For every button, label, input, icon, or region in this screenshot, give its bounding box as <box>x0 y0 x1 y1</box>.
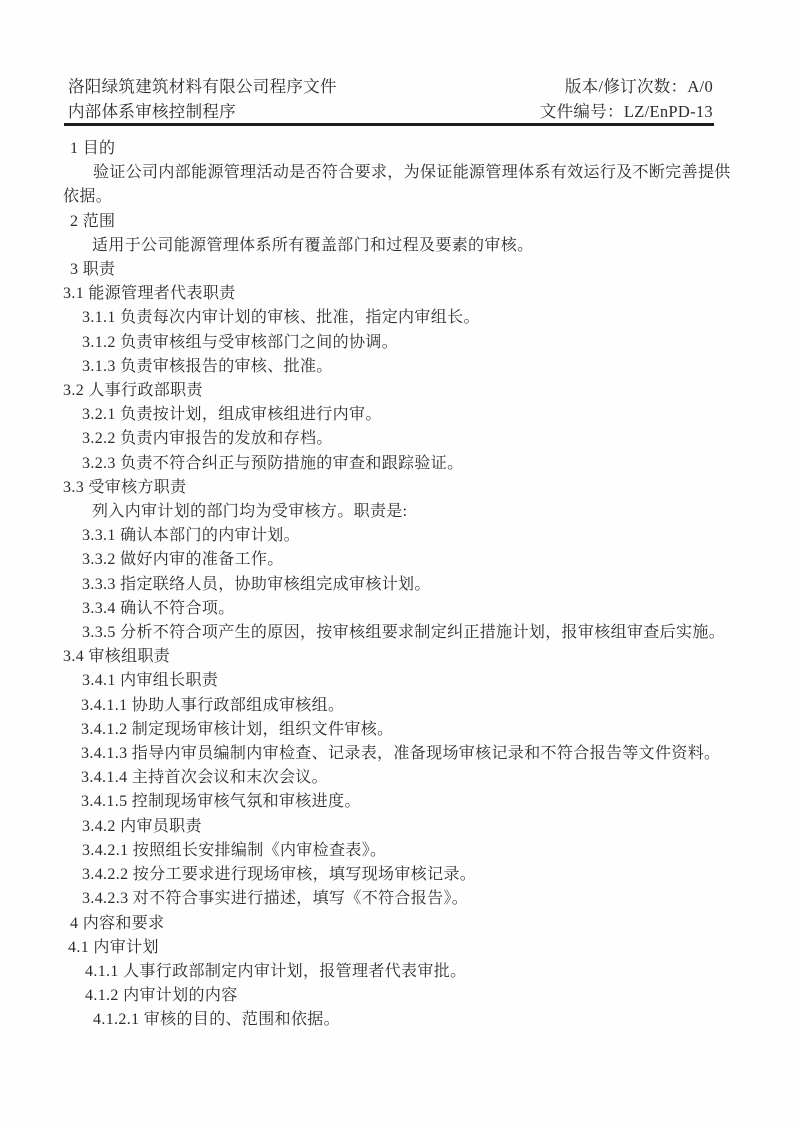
doc-line: 3.3.5 分析不符合项产生的原因，按审核组要求制定纠正措施计划，报审核组审查后实施。 <box>82 624 726 642</box>
doc-line: 3.4.1.1 协助人事行政部组成审核组。 <box>81 696 345 714</box>
doc-line: 列入内审计划的部门均为受审核方。职责是: <box>92 503 408 521</box>
doc-line: 1 目的 <box>70 140 116 157</box>
doc-line: 3.2.1 负责按计划，组成审核组进行内审。 <box>82 406 382 424</box>
doc-line: 3.3.2 做好内审的准备工作。 <box>82 551 284 569</box>
doc-line: 4.1.2.1 审核的目的、范围和依据。 <box>93 1011 341 1029</box>
version-revision-label: 版本/修订次数：A/0 <box>564 77 713 96</box>
doc-line: 3.4.2.2 按分工要求进行现场审核，填写现场审核记录。 <box>82 866 477 884</box>
doc-line: 4.1.2 内审计划的内容 <box>85 987 238 1005</box>
doc-line: 3.2.3 负责不符合纠正与预防措施的审查和跟踪验证。 <box>82 454 464 472</box>
doc-line: 3 职责 <box>70 261 116 279</box>
doc-line: 3.1.3 负责审核报告的审核、批准。 <box>82 357 333 375</box>
document-title: 内部体系审核控制程序 <box>68 102 236 121</box>
doc-line: 3.3 受审核方职责 <box>63 478 187 496</box>
document-number-label: 文件编号：LZ/EnPD-13 <box>539 102 713 121</box>
doc-line: 3.3.3 指定联络人员，协助审核组完成审核计划。 <box>82 575 431 593</box>
company-procedure-title: 洛阳绿筑建筑材料有限公司程序文件 <box>68 77 337 96</box>
doc-line: 3.4.2.1 按照组长安排编制《内审检查表》。 <box>82 841 387 859</box>
doc-line: 3.4.1 内审组长职责 <box>82 672 219 690</box>
doc-line: 3.4.1.4 主持首次会议和末次会议。 <box>81 769 329 787</box>
doc-line: 3.3.1 确认本部门的内审计划。 <box>82 527 300 545</box>
doc-line: 2 范围 <box>70 212 116 230</box>
doc-line: 适用于公司能源管理体系所有覆盖部门和过程及要素的审核。 <box>92 236 534 254</box>
doc-line: 3.1.1 负责每次内审计划的审核、批准，指定内审组长。 <box>82 309 480 327</box>
doc-line: 依据。 <box>63 188 113 206</box>
document-header <box>68 74 713 124</box>
doc-line: 3.4.2.3 对不符合事实进行描述，填写《不符合报告》。 <box>82 890 469 908</box>
document-body <box>63 137 760 1033</box>
doc-line: 3.4.1.2 制定现场审核计划，组织文件审核。 <box>81 720 394 738</box>
doc-line: 3.4.1.3 指导内审员编制内审检查、记录表，准备现场审核记录和不符合报告等文件资料。 <box>81 745 721 763</box>
doc-line: 3.1 能源管理者代表职责 <box>63 285 236 303</box>
doc-line: 3.2 人事行政部职责 <box>63 382 203 400</box>
doc-line: 4.1 内审计划 <box>68 938 159 956</box>
doc-line: 3.4.1.5 控制现场审核气氛和审核进度。 <box>81 793 361 811</box>
doc-line: 3.1.2 负责审核组与受审核部门之间的协调。 <box>82 333 399 351</box>
doc-line: 验证公司内部能源管理活动是否符合要求，为保证能源管理体系有效运行及不断完善提供 <box>93 164 731 182</box>
doc-line: 3.2.2 负责内审报告的发放和存档。 <box>82 430 333 448</box>
header-divider <box>64 123 714 126</box>
doc-line: 3.4 审核组职责 <box>63 648 171 666</box>
doc-line: 4.1.1 人事行政部制定内审计划，报管理者代表审批。 <box>85 962 467 980</box>
doc-line: 3.3.4 确认不符合项。 <box>82 599 235 617</box>
header-right-block <box>540 74 713 124</box>
doc-line: 3.4.2 内审员职责 <box>82 817 202 835</box>
header-left-block <box>68 74 337 124</box>
doc-line: 4 内容和要求 <box>70 914 165 932</box>
